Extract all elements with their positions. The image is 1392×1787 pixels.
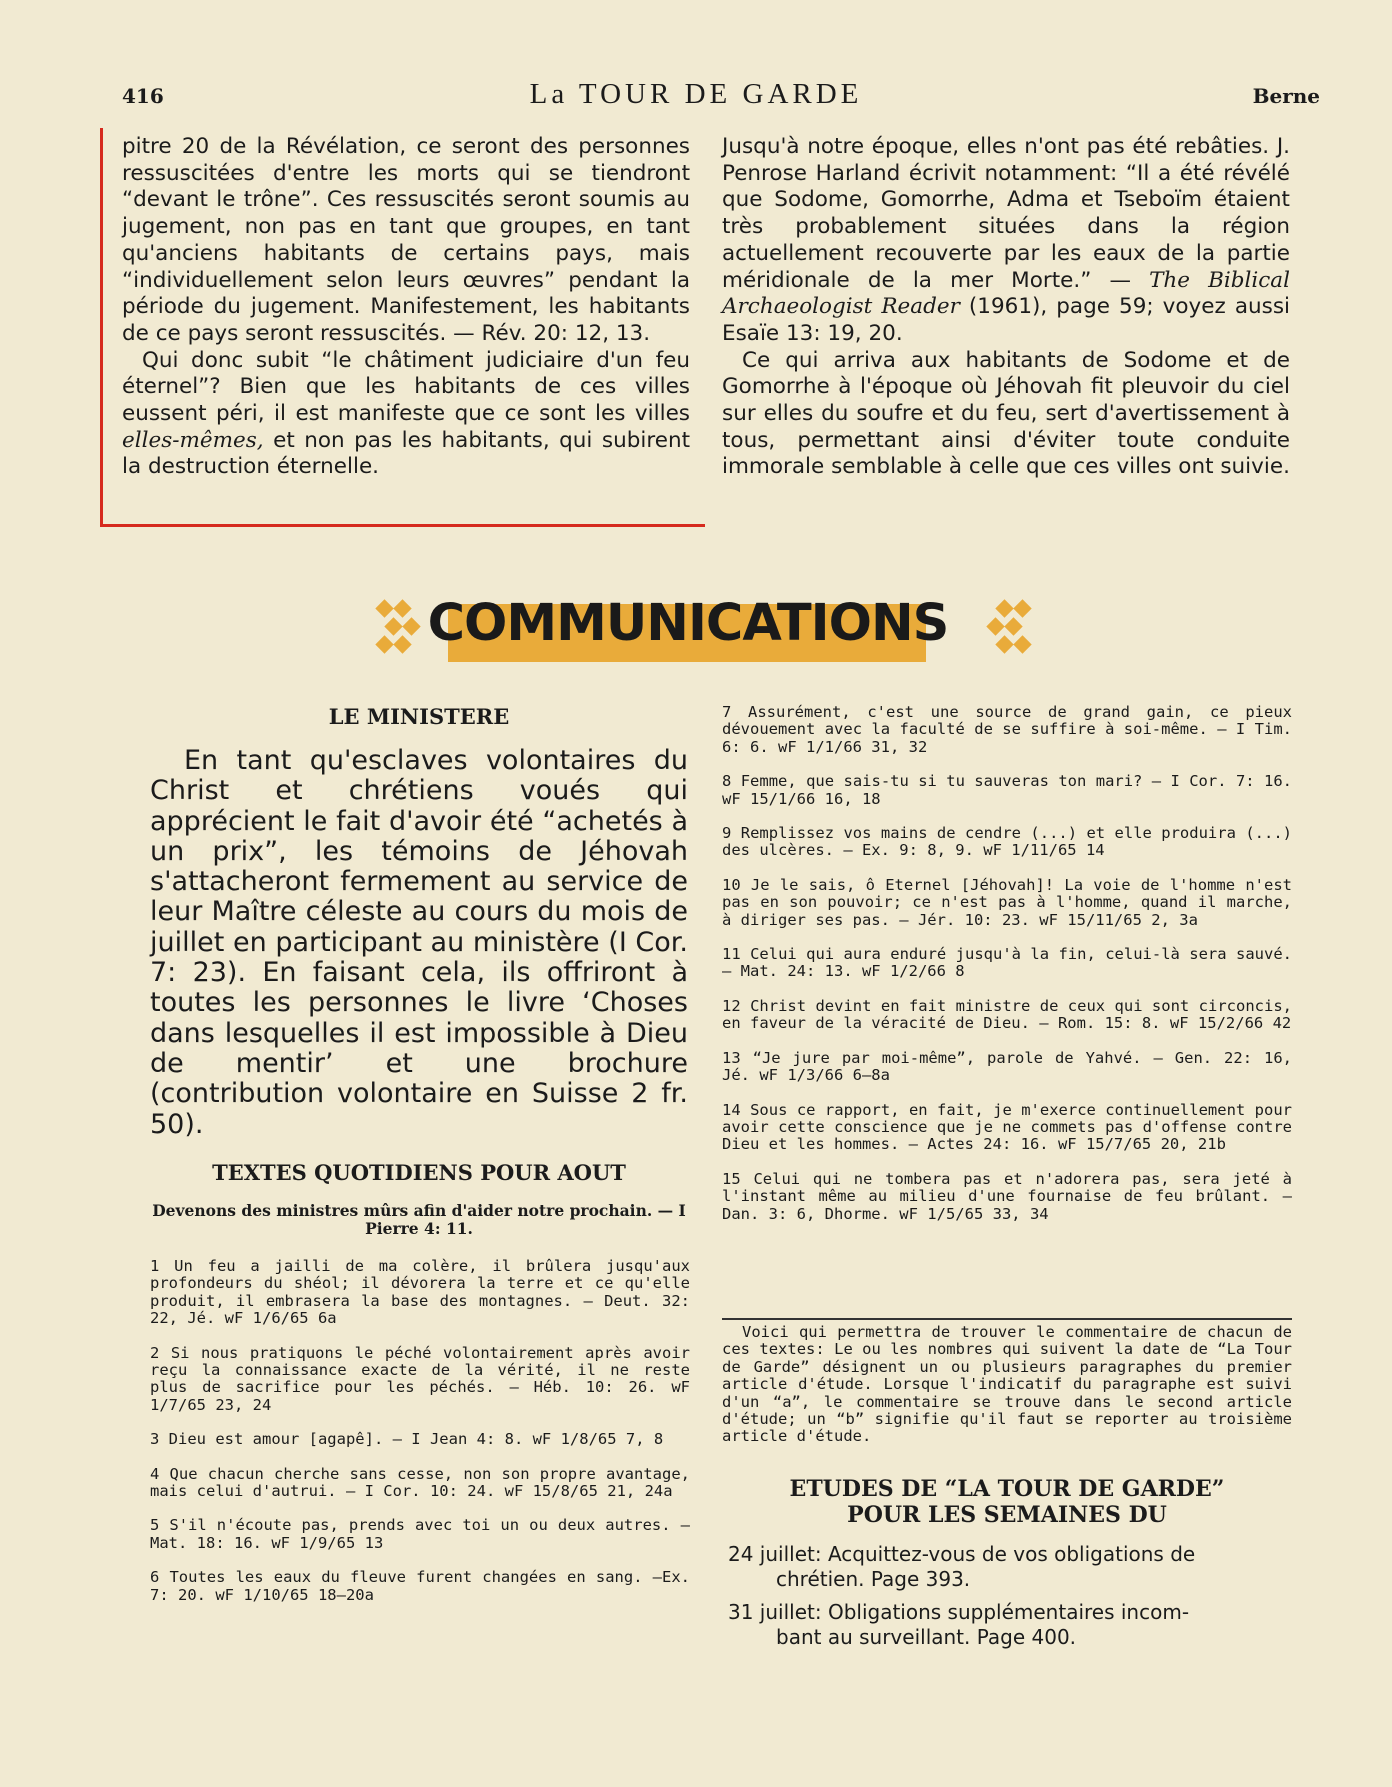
daily-text-entry: 3 Dieu est amour [agapê]. — I Jean 4: 8. wF 1/8/65 7, 8 [150,1430,664,1449]
daily-texts-theme: Devenons des ministres mûrs afin d'aider notre prochain. — I Pierre 4: 11. [152,1201,686,1238]
running-title: La TOUR DE GARDE [529,78,863,110]
daily-texts-right-column [722,704,1292,1240]
article-right-column [722,134,1290,481]
article-paragraph: Ce qui arriva aux habitants de Sodome et de Gomorrhe à l'époque où Jéhovah fit pleuvoir du ciel sur elles du soufre et du feu, sert d'avertissement à tous, permettant ainsi d'éviter toute conduite immorale semblable à celle que ces villes ont suivie. [722,347,1290,480]
studies-heading-line: ETUDES DE “LA TOUR DE GARDE” [789,1476,1225,1502]
daily-text-entry: 2 Si nous pratiquons le péché volontairement après avoir reçu la connaissance exacte de la vérité, il ne reste plus de sacrifice pour les péchés. — Héb. 10: 26. wF 1/7/65 23, 24 [150,1343,690,1414]
banner-title: COMMUNICATIONS [427,594,949,653]
book-title: The Biblical Archaeologist Reader [722,267,1290,320]
paragraph-text: (1961), page 59; voyez aussi Esaïe 13: 19, 20. [722,294,1291,346]
article-paragraph [722,134,1290,348]
edition-label: Berne [1252,84,1320,108]
banner-ornament-right [998,594,1038,674]
study-item [728,1542,1292,1592]
daily-text-entry: 9 Remplissez vos mains de cendre (...) et elle produira (...) des ulcères. — Ex. 9: 8, 9. wF 1/11/65 14 [722,824,1292,860]
daily-text-entry: 5 S'il n'écoute pas, prends avec toi un ou deux autres. — Mat. 18: 16. wF 1/9/65 13 [150,1516,690,1552]
daily-texts-heading: TEXTES QUOTIDIENS POUR AOUT [212,1160,626,1185]
studies-heading-line: POUR LES SEMAINES DU [847,1502,1167,1528]
study-date: 24 juillet: [728,1542,822,1566]
daily-text-entry: 13 “Je jure par moi-même”, parole de Yahvé. — Gen. 22: 16, Jé. wF 1/3/66 6–8a [722,1048,1292,1085]
page-number: 416 [122,84,164,108]
daily-texts-left-column [150,1258,690,1621]
daily-text-entry: 6 Toutes les eaux du fleuve furent changées en sang. —Ex. 7: 20. wF 1/10/65 18–20a [150,1568,690,1604]
study-text: Acquittez-vous de vos obligations de [827,1542,1196,1566]
daily-text-entry: 1 Un feu a jailli de ma colère, il brûlera jusqu'aux profondeurs du shéol; il dévorera la terre et ce qu'elle produit, il embrasera la base des montagnes. — Deut. 32: 22, Jé. wF 1/6/65 6a [150,1257,690,1328]
study-text: Obligations supplémentaires incom- [827,1600,1190,1624]
daily-text-entry: 14 Sous ce rapport, en fait, je m'exerce continuellement pour avoir cette conscience que je ne commets pas d'offense contre Dieu et les hommes. — Actes 24: 16. wF 15/7/65 20, 21b [722,1100,1292,1154]
article-paragraph [122,348,690,482]
daily-text-entry: 10 Je le sais, ô Eternel [Jéhovah]! La voie de l'homme n'est pas en son pouvoir; ce n'est pas à l'homme, quand il marche, à diriger ses pas. — Jér. 10: 23. wF 15/11/65 2, 3a [722,875,1292,929]
daily-text-entry: 8 Femme, que sais-tu si tu sauveras ton mari? — I Cor. 7: 16. wF 15/1/66 16, 18 [722,772,1292,808]
paragraph-text: et non pas les habitants, qui subirent la destruction éternelle. [122,427,690,480]
daily-text-entry: 4 Que chacun cherche sans cesse, non son propre avantage, mais celui d'autrui. — I Cor. 10: 24. wF 15/8/65 21, 24a [150,1464,690,1501]
study-date: 31 juillet: [728,1600,822,1624]
article-left-column [122,134,690,481]
daily-text-entry: 11 Celui qui aura enduré jusqu'à la fin, celui-là sera sauvé. — Mat. 24: 13. wF 1/2/66 8 [722,945,1292,981]
daily-text-entry: 15 Celui qui ne tombera pas et n'adorera pas, sera jeté à l'instant même au milieu d'une fournaise de feu brûlant. — Dan. 3: 6, Dhorme. wF 1/5/65 33, 34 [722,1169,1292,1223]
daily-text-entry: 7 Assurément, c'est une source de grand gain, ce pieux dévouement avec la faculté de se suffire à soi-même. — I Tim. 6: 6. wF 1/1/66 31, 32 [722,703,1292,756]
article-paragraph: pitre 20 de la Révélation, ce seront des personnes ressuscitées d'entre les morts qui se tiendront “devant le trône”. Ces ressuscités seront soumis au jugement, non pas en tant que groupes, en tant qu'anciens habitants de certains pays, mais “individuellement selon leurs œuvres” pendant la période du jugement. Manifestement, les habitants de ce pays seront ressuscités. — Rév. 20: 12, 13. [122,134,690,346]
study-item [728,1600,1292,1650]
commentary-note: Voici qui permettra de trouver le commentaire de chacun de ces textes: Le ou les nombres qui suivent la date de “La Tour de Garde” désignent un ou plusieurs paragraphes du premier article d'étude. Lorsque l'indicatif du paragraphe est suivi d'un “a”, le commentaire se trouve dans le second article d'étude; un “b” signifie qu'il faut se reporter au troisième article d'étude. [722,1318,1292,1446]
daily-text-entry: 12 Christ devint en fait ministre de ceux qui sont circoncis, en faveur de la véracité de Dieu. — Rom. 15: 8. wF 15/2/66 42 [722,996,1292,1033]
study-text: bant au surveillant. Page 400. [776,1625,1077,1649]
study-text: chrétien. Page 393. [776,1567,971,1591]
studies-heading [722,1476,1292,1528]
ministry-body: En tant qu'esclaves volontaires du Christ et chrétiens voués qui apprécient le fait d'avoir été “achetés à un prix”, les témoins de Jéhovah s'attacheront fermement au service de leur Maître céleste au cours du mois de juillet en participant au ministère (I Cor. 7: 23). En faisant cela, ils offriront à toutes les personnes le livre ‘Choses dans lesquelles il est impossible à Dieu de mentir’ et une brochure (contribution volontaire en Suisse 2 fr. 50). [150,745,688,1140]
emphasis-text: elles-mêmes, [122,427,264,453]
paragraph-text: Qui donc subit “le châtiment judiciaire d'un feu éternel”? Bien que les habitants de ces villes eussent péri, il est manifeste que ce sont les villes [122,347,690,427]
paragraph-text: Jusqu'à notre époque, elles n'ont pas été rebâties. J. Penrose Harland écrivit notamment: “Il a été révélé que Sodome, Gomorrhe, Adma et Tseboïm étaient très probablement situées dans la région actuellement recouverte par les eaux de la partie méridionale de la mer Morte.” — [722,134,1290,293]
ministry-heading: LE MINISTERE [328,704,510,729]
